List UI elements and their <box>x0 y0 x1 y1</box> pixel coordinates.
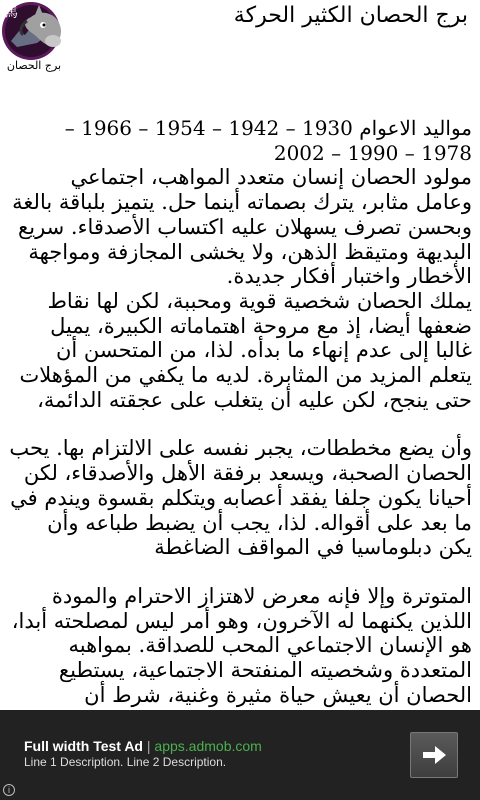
arrow-right-icon <box>411 733 457 777</box>
birth-years: مواليد الاعوام 1930 – 1942 – 1954 – 1966 – 1978 – 1990 – 2002 <box>64 116 472 165</box>
horse-logo <box>1 1 67 77</box>
article-body <box>8 116 472 707</box>
ad-url[interactable]: apps.admob.com <box>154 738 262 754</box>
page-title: برج الحصان الكثير الحركة <box>233 3 468 28</box>
logo-glyph: 馬 <box>5 6 19 21</box>
ad-title[interactable]: Full width Test Ad <box>24 738 143 754</box>
ad-info-icon[interactable]: i <box>3 784 15 796</box>
paragraph-spacer <box>8 412 472 436</box>
article-paragraph: المتوترة وإلا فإنه معرض لاهتزاز الاحترام والمودة اللذين يكنهما له الآخرون، وهو أمر ليس لمصلحته أبدا، هو الإنسان الاجتماعي المحب للصداقة. بمواهبه المتعددة وشخصيته المنفتحة الاجتماعية، يستطيع الحصان أن يعيش حياة مثيرة وغنية، شرط أن <box>11 583 472 707</box>
article-paragraph: وأن يضع مخططات، يجبر نفسه على الالتزام بها. يحب الحصان الصحبة، ويسعد برفقة الأهل والأصدقاء، لكن أحيانا يكون جلفا يفقد أعصابه ويتكلم بقسوة ويندم في ما بعد على أقواله. لذا، يجب أن يضبط طباعه وأن يكن دبلوماسيا في المواقف الضاغطة <box>9 436 472 560</box>
ad-title-line[interactable] <box>24 738 262 754</box>
ad-separator: | <box>146 738 151 754</box>
article-paragraph: مولود الحصان إنسان متعدد المواهب، اجتماعي وعامل مثابر، يترك بصماته أينما حل. يتميز بلباقة بالغة وبحسن تصرف يسهلان عليه اكتساب الأصدقاء. سريع البديهة ومتيقظ الذهن، ولا يخشى المجازفة ومواجهة الأخطار واختبار أفكار جديدة. <box>12 165 472 289</box>
paragraph-spacer <box>8 560 472 584</box>
ad-open-button[interactable] <box>410 732 458 778</box>
ad-description: Line 1 Description. Line 2 Description. <box>24 755 227 769</box>
header <box>0 0 480 80</box>
horse-logo-icon <box>1 1 67 61</box>
logo-caption: برج الحصان <box>6 59 62 72</box>
article-paragraph: يملك الحصان شخصية قوية ومحببة، لكن لها نقاط ضعفها أيضا، إذ مع مروحة اهتماماته الكبيرة، يميل غالبا إلى عدم إنهاء ما بدأه. لذا، من المتحسن أن يتعلم المزيد من المثابرة. لديه ما يكفي من المؤهلات حتى ينجح، لكن عليه أن يتغلب على عجقته الدائمة، <box>19 288 472 412</box>
